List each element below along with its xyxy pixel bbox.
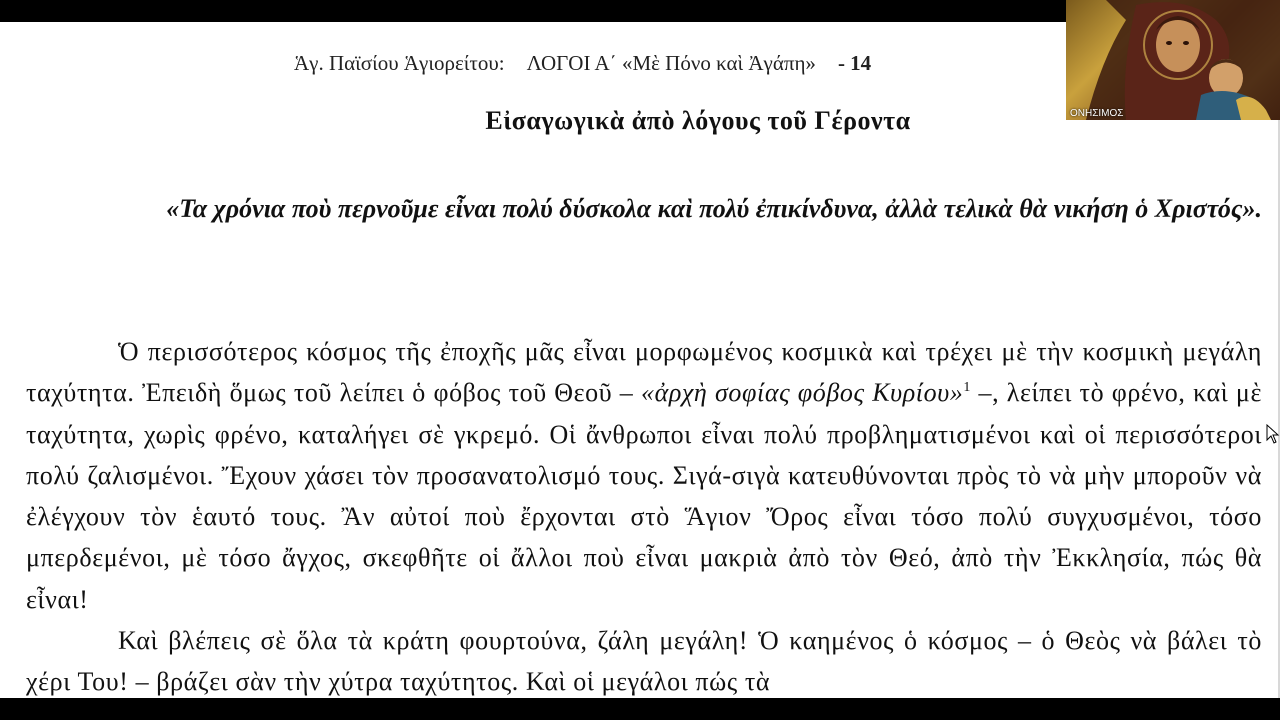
icon-painting [1066,0,1280,120]
paragraph-1-part-1: Ὁ περισσότερος κόσμος τῆς ἐποχῆς μᾶς εἶναι μορφωμένος κοσμικὰ καὶ τρέχει μὲ τὴν κοσμικὴ μεγάλη ταχύτητα. Ἐπειδὴ ὅμως τοῦ λείπει ὁ φόβος τοῦ Θεοῦ – [26,337,1262,408]
paragraph-1 [26,331,1262,620]
document-page [0,22,1280,698]
header-author: Ἁγ. Παϊσίου Ἁγιορείτου: [294,51,505,75]
header-work: ΛΟΓΟΙ Α΄ «Μὲ Πόνο καὶ Ἀγάπη» [526,51,816,75]
icon-of-virgin-and-child-image [1066,0,1280,120]
thumbnail-label: ΟΝΗΣΙΜΟΣ [1070,108,1124,119]
header-page-number: - 14 [837,51,872,75]
paragraph-1-part-2: –, λείπει τὸ φρένο, καὶ μὲ ταχύτητα, χωρὶς φρένο, καταλήγει σὲ γκρεμό. Οἱ ἄνθρωποι εἶναι πολύ προβληματισμένοι καὶ οἱ περισσότεροι πολύ ζαλισμένοι. Ἔχουν χάσει τὸν προσανατολισμό τους. Σιγά-σιγὰ κατευθύνονται πρὸς τὸ νὰ μὴν μποροῦν νὰ ἐλέγχουν τὸν ἑαυτό τους. Ἂν αὐτοί ποὺ ἔρχονται στὸ Ἅγιον Ὄρος εἶναι τόσο πολύ συγχυσμένοι, τόσο μπερδεμένοι, μὲ τόσο ἄγχος, σκεφθῆτε οἱ ἄλλοι ποὺ εἶναι μακριὰ ἀπὸ τὸν Θεό, ἀπὸ τὴν Ἐκκλησία, πώς θὰ εἶναι! [26,378,1262,614]
scripture-quote: «ἀρχὴ σοφίας φόβος Κυρίου» [640,378,964,408]
epigraph-quote: «Τα χρόνια ποὺ περνοῦμε εἶναι πολύ δύσκολα καὶ πολύ ἐπικίνδυνα, ἀλλὰ τελικὰ θὰ νικήση ὁ Χριστός». [166,194,1262,223]
body-text [26,331,1262,698]
mouse-cursor-icon [1266,424,1280,449]
paragraph-2: Καὶ βλέπεις σὲ ὅλα τὰ κράτη φουρτούνα, ζάλη μεγάλη! Ὁ καημένος ὁ κόσμος – ὁ Θεὸς νὰ βάλει τὸ χέρι Του! – βράζει σὰν τὴν χύτρα ταχύτητος. Καὶ οἱ μεγάλοι πώς τὰ [26,626,1262,697]
footnote-reference[interactable]: 1 [963,380,971,396]
running-header [294,51,871,76]
bottom-letterbox [0,698,1280,720]
section-title: Εἰσαγωγικὰ ἀπὸ λόγους τοῦ Γέροντα [485,106,911,135]
